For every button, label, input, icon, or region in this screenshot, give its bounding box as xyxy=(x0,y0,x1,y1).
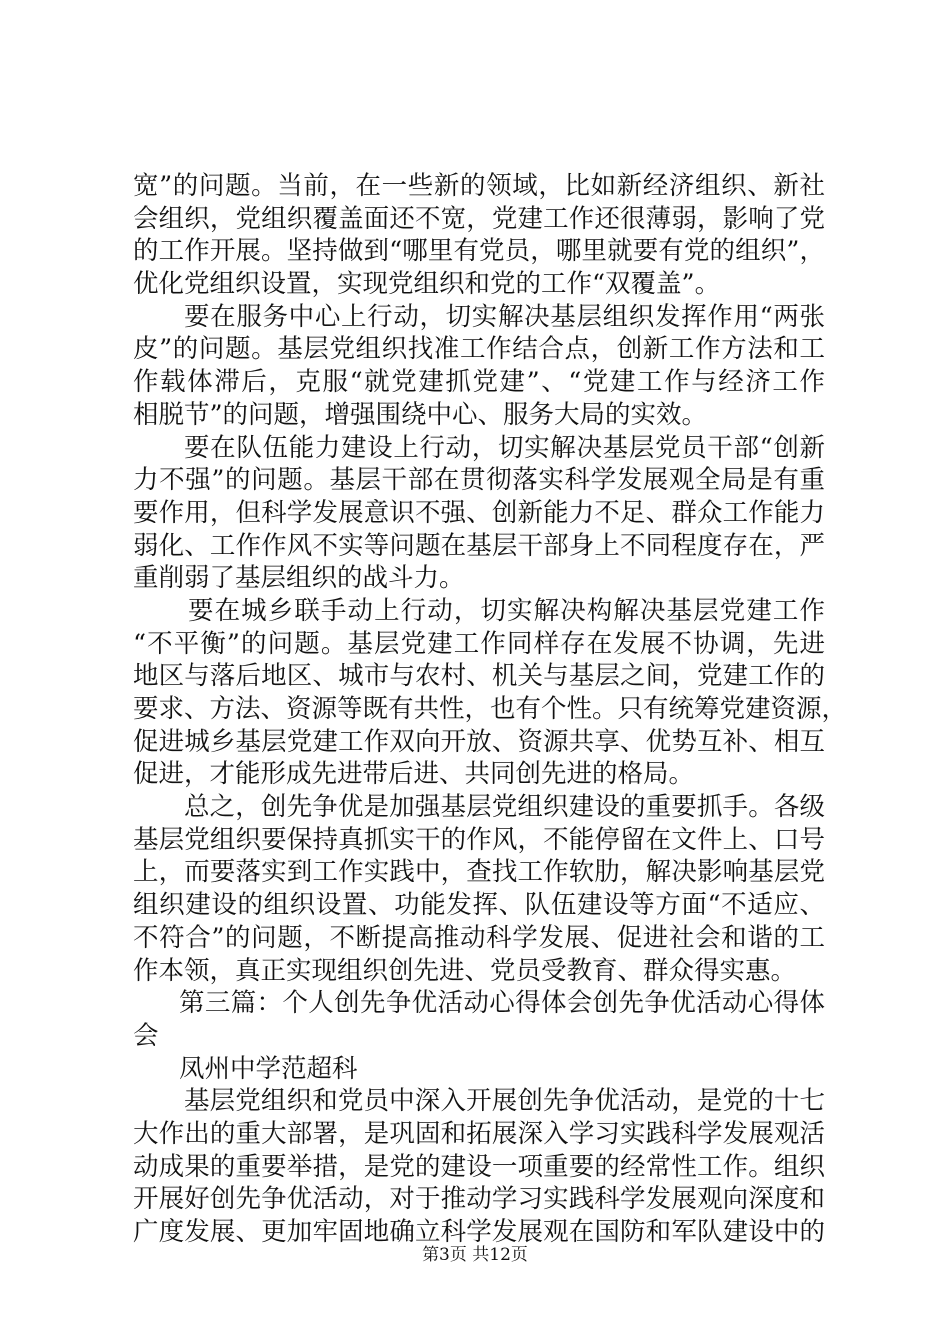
author-line xyxy=(133,1053,825,1086)
text-line: 要求、方法、资源等既有共性，也有个性。只有统筹党建资源， xyxy=(133,694,848,724)
text-line: 促进，才能形成先进带后进、共同创先进的格局。 xyxy=(133,759,695,790)
text-line: 要在服务中心上行动，切实解决基层组织发挥作用“两张 xyxy=(184,301,825,332)
text-line: 宽”的问题。当前，在一些新的领域，比如新经济组织、新社 xyxy=(133,171,825,201)
text-line: 作本领，真正实现组织创先进、党员受教育、群众得实惠。 xyxy=(133,955,797,986)
text-line: 大作出的重大部署，是巩固和拓展深入学习实践科学发展观活 xyxy=(133,1118,825,1149)
text-line: 要在队伍能力建设上行动，切实解决基层党员干部“创新 xyxy=(184,432,825,463)
text-line: 总之，创先争优是加强基层党组织建设的重要抓手。各级 xyxy=(184,792,825,823)
text-line: 弱化、工作作风不实等问题在基层干部身上不同程度存在，严 xyxy=(133,530,825,561)
text-line: 组织建设的组织设置、功能发挥、队伍建设等方面“不适应、 xyxy=(133,890,825,921)
text-line: 会组织，党组织覆盖面还不宽，党建工作还很薄弱，影响了党 xyxy=(133,203,825,234)
paragraph xyxy=(133,301,825,432)
text-line: 不符合”的问题，不断提高推动科学发展、促进社会和谐的工 xyxy=(133,922,825,953)
text-line: 上，而要落实到工作实践中，查找工作软肋，解决影响基层党 xyxy=(133,857,825,888)
text-line: 促进城乡基层党建工作双向开放、资源共享、优势互补、相互 xyxy=(133,726,825,757)
text-line: 力不强”的问题。基层干部在贯彻落实科学发展观全局是有重 xyxy=(133,465,825,496)
paragraph xyxy=(133,595,848,791)
text-line: 基层党组织要保持真抓实干的作风，不能停留在文件上、口号 xyxy=(133,824,825,855)
text-line: 作载体滞后，克服“就党建抓党建”、“党建工作与经济工作 xyxy=(133,367,825,398)
paragraph xyxy=(133,170,825,301)
text-line: 要作用，但科学发展意识不强、创新能力不足、群众工作能力 xyxy=(133,497,825,528)
text-line: 凤州中学范超科 xyxy=(179,1053,358,1084)
text-line: 第三篇：个人创先争优活动心得体会创先争优活动心得体 xyxy=(179,988,825,1019)
text-line: 开展好创先争优活动，对于推动学习实践科学发展观向深度和 xyxy=(133,1184,825,1215)
text-line: 动成果的重要举措，是党的建设一项重要的经常性工作。组织 xyxy=(133,1151,825,1182)
text-line: 地区与落后地区、城市与农村、机关与基层之间，党建工作的 xyxy=(133,661,825,692)
text-line: “不平衡”的问题。基层党建工作同样存在发展不协调，先进 xyxy=(133,628,825,659)
text-line: 的工作开展。坚持做到“哪里有党员，哪里就要有党的组织”， xyxy=(133,236,825,267)
text-line: 要在城乡联手动上行动，切实解决构解决基层党建工作 xyxy=(188,595,825,626)
text-line: 基层党组织和党员中深入开展创先争优活动，是党的十七 xyxy=(184,1086,825,1117)
paragraph xyxy=(133,791,825,987)
page-number: 第3页 共12页 xyxy=(422,1245,528,1265)
paragraph xyxy=(133,432,825,595)
paragraph xyxy=(133,1085,825,1248)
text-line: 会 xyxy=(133,1020,159,1051)
document-body xyxy=(133,170,848,1249)
text-line: 相脱节”的问题，增强围绕中心、服务大局的实效。 xyxy=(133,399,708,430)
section-heading xyxy=(133,987,825,1052)
text-line: 重削弱了基层组织的战斗力。 xyxy=(133,563,465,594)
text-line: 优化党组织设置，实现党组织和党的工作“双覆盖”。 xyxy=(133,269,721,300)
text-line: 皮”的问题。基层党组织找准工作结合点，创新工作方法和工 xyxy=(133,334,825,365)
text-line: 广度发展、更加牢固地确立科学发展观在国防和军队建设中的 xyxy=(133,1217,825,1247)
